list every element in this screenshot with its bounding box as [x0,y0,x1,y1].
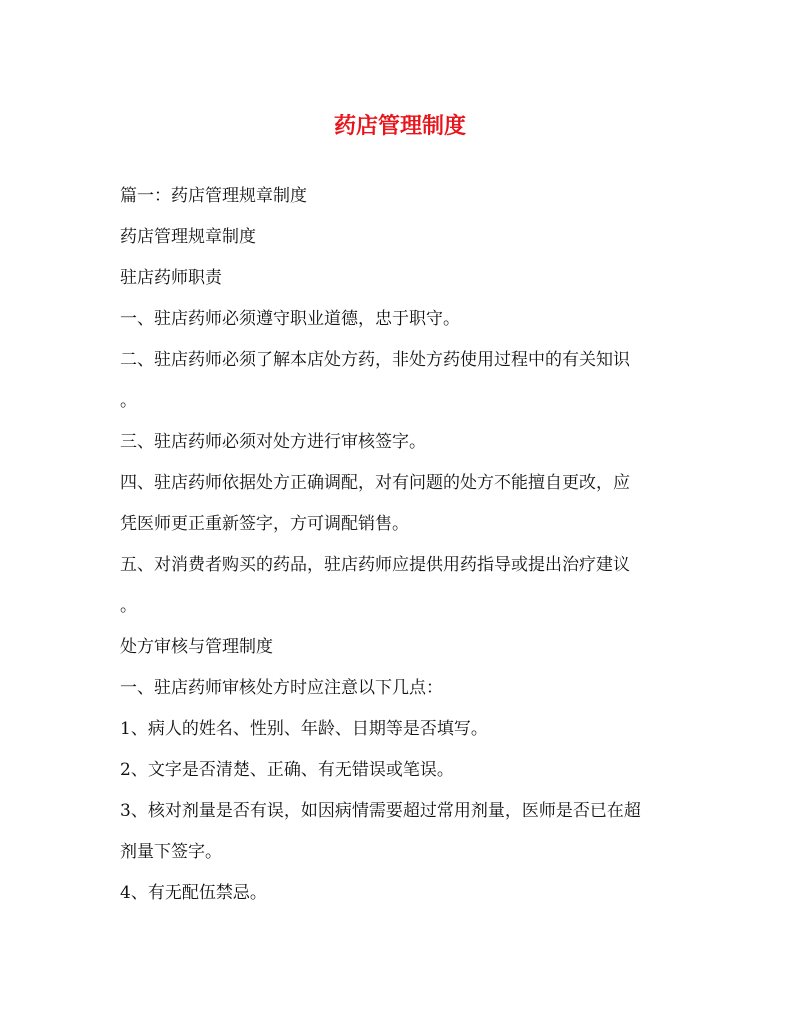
body-line-review-4: 4、有无配伍禁忌。 [120,883,267,903]
body-line-pharmacist-duties-heading: 驻店药师职责 [120,268,222,288]
body-line-rules-heading: 药店管理规章制度 [120,227,256,247]
body-line-duty-1: 一、驻店药师必须遵守职业道德，忠于职守。 [120,309,460,329]
body-line-duty-3: 三、驻店药师必须对处方进行审核签字。 [120,432,426,452]
body-line-part-heading: 篇一：药店管理规章制度 [120,186,307,206]
document-body [120,176,680,914]
body-line-review-3: 3、核对剂量是否有误，如因病情需要超过常用剂量，医师是否已在超 [120,801,641,821]
body-line-duty-2: 二、驻店药师必须了解本店处方药，非处方药使用过程中的有关知识 [120,350,630,370]
body-line-duty-4-cont: 凭医师更正重新签字，方可调配销售。 [120,514,409,534]
document-title: 药店管理制度 [333,113,466,139]
body-line-review-3-cont: 剂量下签字。 [120,842,222,862]
body-line-prescription-heading: 处方审核与管理制度 [120,637,273,657]
body-line-duty-2-cont: 。 [120,391,137,411]
body-line-duty-5: 五、对消费者购买的药品，驻店药师应提供用药指导或提出治疗建议 [120,555,630,575]
body-line-review-intro: 一、驻店药师审核处方时应注意以下几点： [120,678,443,698]
body-line-review-2: 2、文字是否清楚、正确、有无错误或笔误。 [120,760,454,780]
body-line-duty-5-cont: 。 [120,596,137,616]
body-line-review-1: 1、病人的姓名、性别、年龄、日期等是否填写。 [120,719,488,739]
body-line-duty-4: 四、驻店药师依据处方正确调配，对有问题的处方不能擅自更改，应 [120,473,630,493]
